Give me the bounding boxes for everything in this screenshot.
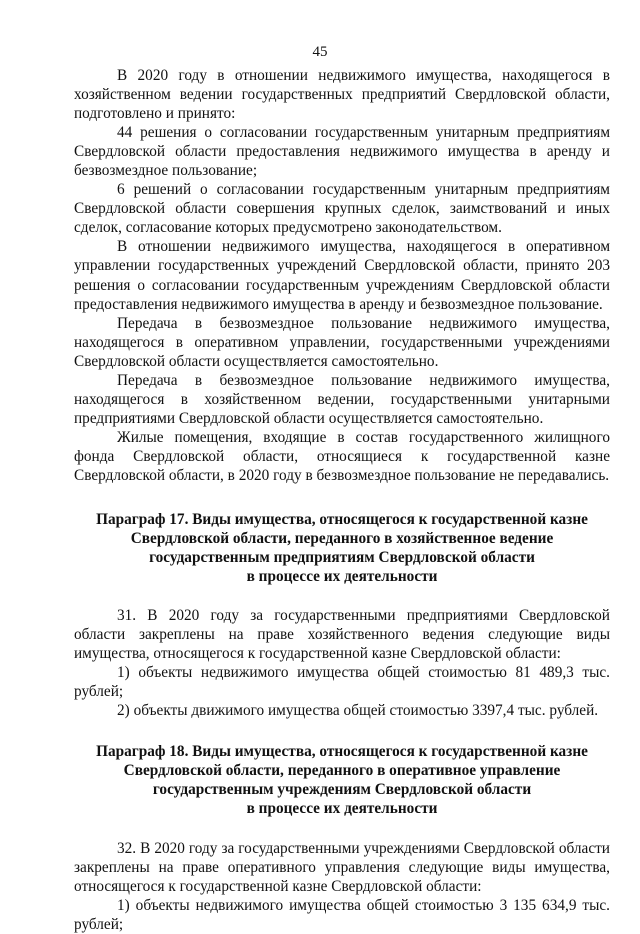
list-item-31-1: 1) объекты недвижимого имущества общей стоимостью 81 489,3 тыс. рублей; — [74, 664, 610, 701]
page-content — [74, 66, 610, 934]
list-item-31-2: 2) объекты движимого имущества общей стоимостью 3397,4 тыс. рублей. — [117, 702, 599, 720]
paragraph-decisions-6: 6 решений о согласовании государственным унитарным предприятиям Свердловской области совершения крупных сделок, заимствований и иных сделок, согласование которых предусмотрено законодательством. — [74, 181, 610, 237]
paragraph-intro: В 2020 году в отношении недвижимого имущества, находящегося в хозяйственном ведении государственных предприятий Свердловской области, подготовлено и принято: — [74, 67, 610, 123]
section-17-heading — [74, 510, 610, 586]
section-18-heading-line: Свердловской области, переданного в оперативное управление — [123, 761, 561, 779]
paragraph-32: 32. В 2020 году за государственными учреждениями Свердловской области закреплены на праве оперативного управления следующие виды имущества, относящегося к государственной казне Свердловской области: — [74, 839, 610, 895]
paragraph-housing: Жилые помещения, входящие в состав государственного жилищного фонда Свердловской области, относящиеся к государственной казне Свердловской области, в 2020 году в безвозмездное пользование не передавались. — [74, 428, 610, 484]
section-17-heading-line: Свердловской области, переданного в хозяйственное ведение — [130, 530, 554, 548]
section-18-heading — [74, 742, 610, 818]
section-17-heading-line: государственным предприятиям Свердловской области — [149, 549, 535, 567]
section-17-heading-line: Параграф 17. Виды имущества, относящегося к государственной казне — [96, 511, 588, 529]
page-number: 45 — [312, 44, 328, 60]
section-18-heading-line: Параграф 18. Виды имущества, относящегося к государственной казне — [96, 742, 588, 760]
paragraph-31: 31. В 2020 году за государственными предприятиями Свердловской области закреплены на праве хозяйственного ведения следующие виды имущества, относящегося к государственной казне Свердловской области: — [74, 607, 610, 663]
section-18-heading-line: государственным учреждениям Свердловской области — [152, 780, 532, 798]
list-item-32-1: 1) объекты недвижимого имущества общей стоимостью 3 135 634,9 тыс. рублей; — [74, 896, 610, 933]
paragraph-decisions-203: В отношении недвижимого имущества, находящегося в оперативном управлении государственных учреждений Свердловской области, принято 203 решения о согласовании государственным учреждениям Свердловской области предоставления недвижимого имущества в аренду и безвозмездное пользование. — [74, 238, 610, 313]
section-17-heading-line: в процессе их деятельности — [246, 568, 438, 586]
paragraph-transfer-enterprises: Передача в безвозмездное пользование недвижимого имущества, находящегося в хозяйственном ведении, государственными унитарными предприятиями Свердловской области осуществляется самостоятельно. — [74, 371, 610, 427]
paragraph-decisions-44: 44 решения о согласовании государственным унитарным предприятиям Свердловской области предоставления недвижимого имущества в аренду и безвозмездное пользование; — [74, 124, 610, 180]
paragraph-transfer-institutions: Передача в безвозмездное пользование недвижимого имущества, находящегося в оперативном управлении, государственными учреждениями Свердловской области осуществляется самостоятельно. — [74, 314, 610, 370]
section-18-heading-line: в процессе их деятельности — [246, 799, 438, 817]
